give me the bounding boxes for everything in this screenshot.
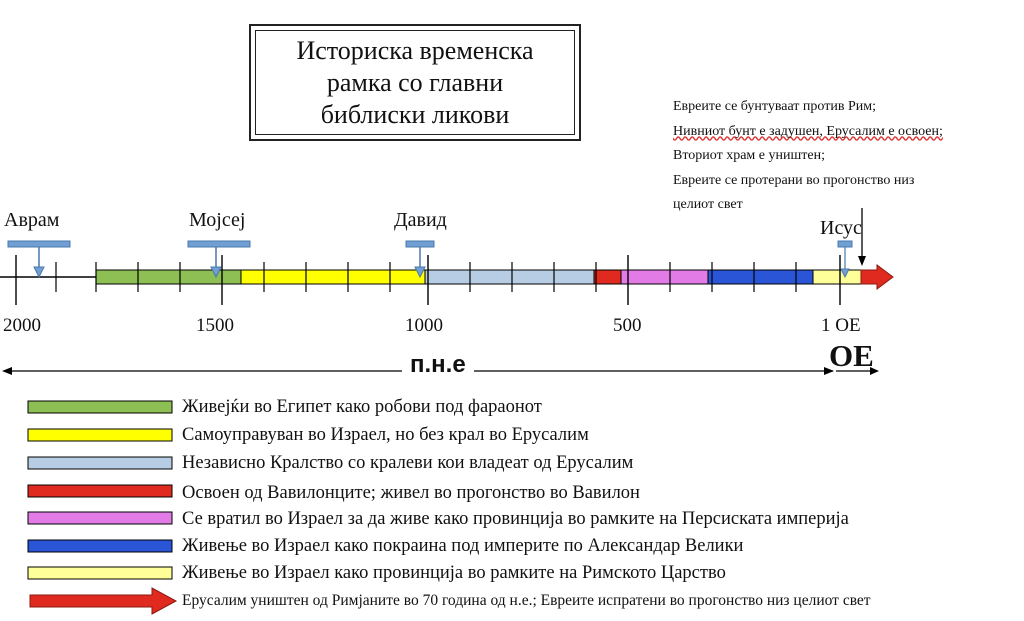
tick-label-1000: 1000 <box>405 315 443 336</box>
legend-swatch-alexander <box>28 540 172 552</box>
person-label-abraham: Аврам <box>4 209 60 231</box>
revolt-note <box>673 95 943 218</box>
person-label-jesus: Исус <box>820 217 862 239</box>
legend-swatch-egypt <box>28 401 172 413</box>
legend-swatch-roman <box>28 567 172 579</box>
page-title: Историска временска рамка со главни библиски ликови <box>255 30 575 135</box>
tick-label-1500: 1500 <box>196 315 234 336</box>
legend-swatch-exile-arrow <box>30 588 176 614</box>
legend-text-egypt: Живејќи во Египет како робови под фараонот <box>182 397 542 417</box>
period-exile-arrow <box>861 265 893 289</box>
note-line: Вториот храм е уништен; <box>673 148 825 163</box>
period-babylon <box>594 270 621 284</box>
legend-text-self-governed: Самоуправуван во Израел, но без крал во Ерусалим <box>182 425 589 445</box>
period-egypt <box>96 270 241 284</box>
note-line: Евреите се бунтуваат против Рим; <box>673 99 876 114</box>
legend-text-persia: Се вратил во Израел за да живе како провинција во рамките на Персиската империја <box>182 509 849 529</box>
legend-text-roman: Живење во Израел како провинција во рамките на Римското Царство <box>182 563 726 583</box>
tick-label-2000: 2000 <box>3 315 41 336</box>
era-label-ce: ОЕ <box>829 338 874 373</box>
period-self-governed <box>241 270 425 284</box>
person-label-moses: Мојсеј <box>189 209 246 231</box>
title-box <box>249 24 581 141</box>
note-line: Нивниот бунт е задушен, Ерусалим е освоен; <box>673 123 943 139</box>
legend-swatch-self-governed <box>28 429 172 441</box>
period-persia <box>621 270 708 284</box>
note-line: целиот свет <box>673 197 743 212</box>
note-line: Евреите се протерани во прогонство низ <box>673 172 915 188</box>
tick-label-1-ce: 1 ОЕ <box>821 315 861 336</box>
legend-swatch-persia <box>28 512 172 524</box>
period-alexander <box>708 270 813 284</box>
period-kingdom <box>425 270 594 284</box>
tick-label-500: 500 <box>613 315 642 336</box>
era-label-bce: п.н.е <box>402 351 474 379</box>
legend-text-kingdom: Независно Кралство со кралеви кои владеат од Ерусалим <box>182 453 634 473</box>
period-roman <box>813 270 861 284</box>
marker-abraham <box>8 241 70 277</box>
legend-swatch-kingdom <box>28 457 172 469</box>
legend-swatch-babylon <box>28 485 172 497</box>
legend-text-babylon: Освоен од Вавилонците; живел во прогонство во Вавилон <box>182 483 640 503</box>
person-label-david: Давид <box>394 209 447 231</box>
legend-text-alexander: Живење во Израел како покраина под империте по Александар Велики <box>182 536 744 556</box>
legend-text-exile: Ерусалим уништен од Римјаните во 70 година од н.е.; Евреите испратени во прогонство низ целиот свет <box>182 592 871 609</box>
